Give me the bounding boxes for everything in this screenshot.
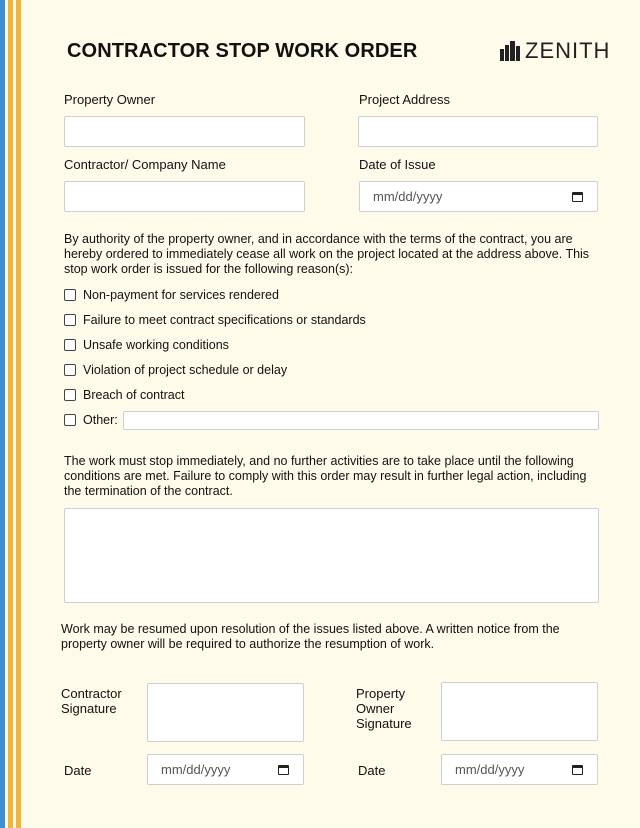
reason-label: Unsafe working conditions bbox=[83, 338, 229, 352]
reason-label: Breach of contract bbox=[83, 388, 185, 402]
reason-label: Failure to meet contract specifications or standards bbox=[83, 313, 366, 327]
owner-date-input[interactable] bbox=[441, 754, 598, 785]
reason-checkbox[interactable] bbox=[64, 289, 76, 301]
reason-label: Other: bbox=[83, 413, 118, 427]
authority-paragraph: By authority of the property owner, and in accordance with the terms of the contract, you are hereby ordered to immediately cease all work on the project located at the address above. This stop work order is issued for the following reason(s): bbox=[64, 232, 590, 276]
reason-item[interactable] bbox=[64, 388, 184, 402]
resume-paragraph: Work may be resumed upon resolution of the issues listed above. A written notice from the property owner will be required to authorize the resumption of work. bbox=[61, 622, 560, 651]
contractor-date-label: Date bbox=[64, 763, 92, 778]
contractor-signature-label: Contractor Signature bbox=[61, 686, 122, 716]
conditions-textarea[interactable] bbox=[64, 508, 599, 603]
contractor-signature-box[interactable] bbox=[147, 683, 304, 742]
owner-date-label: Date bbox=[358, 763, 386, 778]
brand-logo bbox=[500, 38, 610, 64]
reason-checkbox[interactable] bbox=[64, 364, 76, 376]
page-title: CONTRACTOR STOP WORK ORDER bbox=[67, 40, 418, 62]
reason-item-other[interactable] bbox=[64, 413, 118, 427]
reason-item[interactable] bbox=[64, 288, 279, 302]
reason-checkbox[interactable] bbox=[64, 414, 76, 426]
reason-checkbox[interactable] bbox=[64, 339, 76, 351]
property-owner-input[interactable] bbox=[64, 116, 305, 147]
stripe-yellow bbox=[8, 0, 13, 828]
contractor-date-input[interactable] bbox=[147, 754, 304, 785]
project-address-label: Project Address bbox=[359, 92, 451, 107]
calendar-icon[interactable] bbox=[572, 765, 583, 775]
stripe-blue bbox=[0, 0, 5, 828]
stripe-yellow bbox=[16, 0, 21, 828]
date-of-issue-label: Date of Issue bbox=[359, 157, 436, 172]
calendar-icon[interactable] bbox=[572, 192, 583, 202]
brand-name: ZENITH bbox=[525, 38, 611, 63]
reason-item[interactable] bbox=[64, 338, 229, 352]
reason-item[interactable] bbox=[64, 313, 366, 327]
date-placeholder: mm/dd/yyyy bbox=[161, 762, 231, 777]
contractor-name-label: Contractor/ Company Name bbox=[64, 157, 226, 172]
reason-item[interactable] bbox=[64, 363, 287, 377]
contractor-name-input[interactable] bbox=[64, 181, 305, 212]
owner-signature-label: Property Owner Signature bbox=[356, 686, 412, 731]
calendar-icon[interactable] bbox=[278, 765, 289, 775]
reason-checkbox[interactable] bbox=[64, 314, 76, 326]
conditions-paragraph: The work must stop immediately, and no further activities are to take place until the following conditions are met. Failure to comply with this order may result in further legal action, including the termination of the contract. bbox=[64, 454, 587, 498]
date-placeholder: mm/dd/yyyy bbox=[373, 189, 443, 204]
reason-checkbox[interactable] bbox=[64, 389, 76, 401]
other-reason-input[interactable] bbox=[123, 411, 599, 430]
project-address-input[interactable] bbox=[358, 116, 598, 147]
date-placeholder: mm/dd/yyyy bbox=[455, 762, 525, 777]
date-of-issue-input[interactable] bbox=[359, 181, 598, 212]
reason-label: Non-payment for services rendered bbox=[83, 288, 279, 302]
owner-signature-box[interactable] bbox=[441, 682, 598, 741]
property-owner-label: Property Owner bbox=[64, 92, 156, 107]
building-bars-icon bbox=[500, 41, 522, 61]
reason-label: Violation of project schedule or delay bbox=[83, 363, 288, 377]
